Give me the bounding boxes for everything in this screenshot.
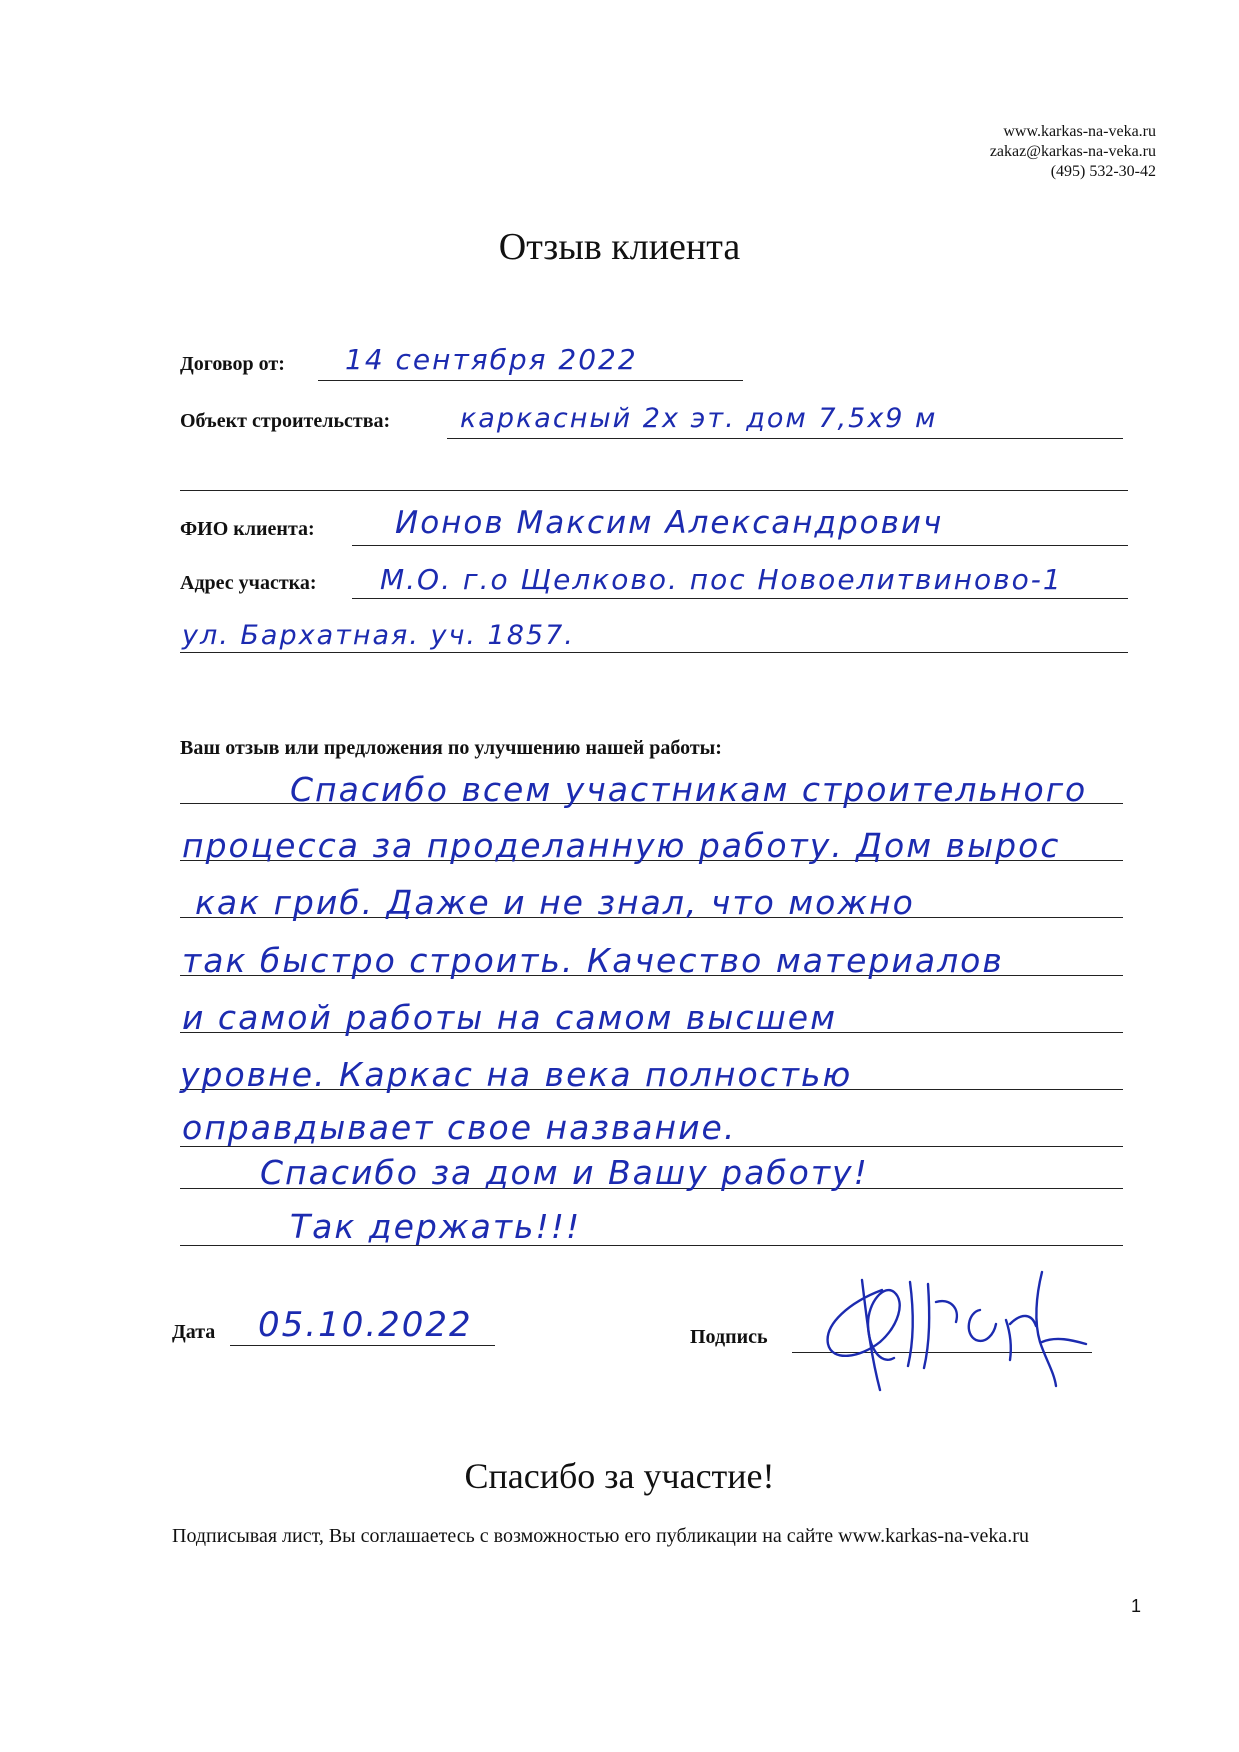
client-value: Ионов Максим Александрович (395, 505, 944, 541)
client-label: ФИО клиента: (180, 518, 315, 540)
page-number: 1 (1131, 1596, 1142, 1616)
feedback-text-8: Спасибо за дом и Вашу работу! (260, 1153, 869, 1192)
client-line (352, 545, 1128, 546)
signature-image (810, 1262, 1100, 1400)
date-value: 05.10.2022 (258, 1305, 473, 1345)
object-value: каркасный 2х эт. дом 7,5х9 м (460, 403, 938, 434)
email-text: zakaz@karkas-na-veka.ru (989, 143, 1156, 160)
address-line-2 (180, 652, 1128, 653)
contract-label: Договор от: (180, 353, 285, 375)
contract-line (318, 380, 743, 381)
feedback-text-1: Спасибо всем участникам строительного (290, 770, 1088, 809)
feedback-text-4: так быстро строить. Качество материалов (182, 941, 1004, 980)
object-label: Объект строительства: (180, 410, 391, 432)
date-line (230, 1345, 495, 1346)
feedback-text-6: уровне. Каркас на века полностью (180, 1055, 853, 1094)
contract-value: 14 сентября 2022 (345, 343, 638, 376)
object-line (447, 438, 1123, 439)
website-text: www.karkas-na-veka.ru (1003, 123, 1156, 140)
thanks-heading: Спасибо за участие! (464, 1456, 775, 1496)
feedback-label: Ваш отзыв или предложения по улучшению нашей работы: (180, 737, 722, 759)
feedback-text-7: оправдывает свое название. (182, 1108, 737, 1147)
address-value-line2: ул. Бархатная. уч. 1857. (182, 620, 575, 651)
feedback-text-9: Так держать!!! (290, 1207, 582, 1246)
signature-label: Подпись (690, 1326, 768, 1348)
phone-text: (495) 532-30-42 (1050, 163, 1156, 180)
feedback-text-5: и самой работы на самом высшем (182, 998, 837, 1037)
contact-info (990, 122, 1156, 182)
feedback-text-2: процесса за проделанную работу. Дом вырос (182, 826, 1061, 865)
page-title: Отзыв клиента (498, 226, 741, 268)
address-value-line1: М.О. г.о Щелково. пос Новоелитвиново-1 (380, 563, 1063, 596)
consent-text: Подписывая лист, Вы соглашаетесь с возможностью его публикации на сайте www.karkas-na-veka.ru (172, 1525, 1029, 1547)
date-label: Дата (172, 1321, 216, 1343)
address-line (352, 598, 1128, 599)
address-label: Адрес участка: (180, 572, 317, 594)
object-line-2 (180, 490, 1128, 491)
feedback-text-3: как гриб. Даже и не знал, что можно (195, 883, 915, 922)
